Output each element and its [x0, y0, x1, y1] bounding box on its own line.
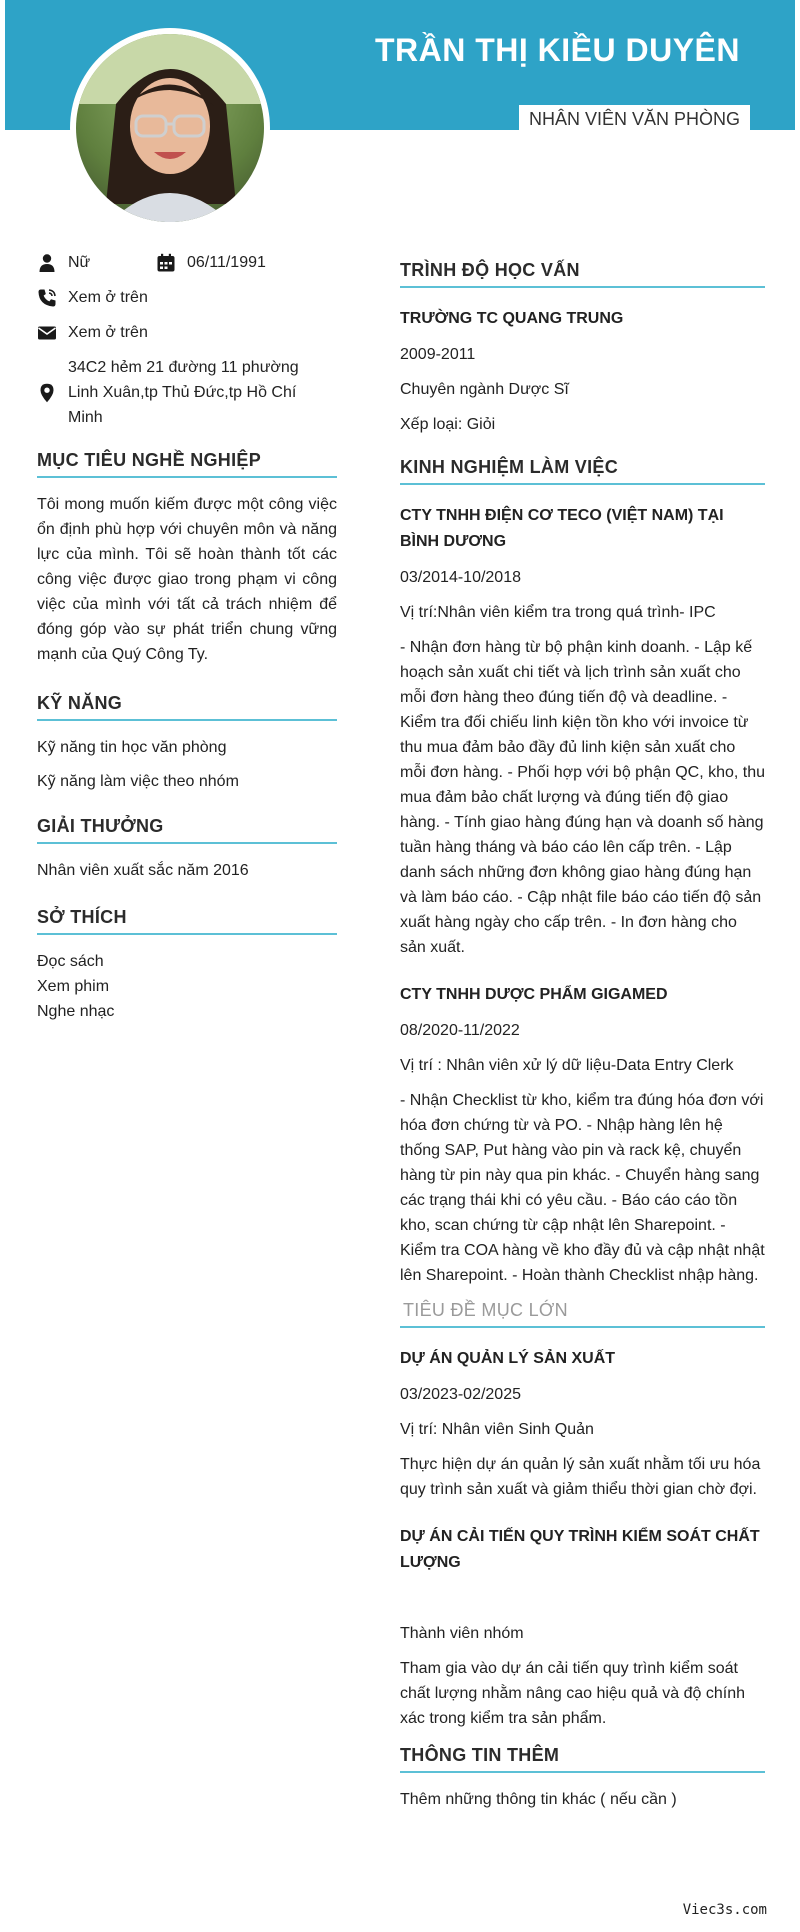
- award-item: Nhân viên xuất sắc năm 2016: [37, 862, 249, 879]
- skill-item: Kỹ năng tin học văn phòng: [37, 739, 227, 756]
- job-company: CTY TNHH DƯỢC PHẨM GIGAMED: [400, 986, 668, 1003]
- projects-title: TIÊU ĐỀ MỤC LỚN: [400, 1300, 765, 1328]
- calendar-icon: [156, 253, 176, 273]
- portrait-illustration: [76, 34, 264, 222]
- project-role: Vị trí: Nhân viên Sinh Quản: [400, 1421, 594, 1438]
- education-major: Chuyên ngành Dược Sĩ: [400, 381, 569, 398]
- project-name: DỰ ÁN CẢI TIẾN QUY TRÌNH KIỂM SOÁT CHẤT LƯỢNG: [400, 1528, 760, 1571]
- extra-title: THÔNG TIN THÊM: [400, 1745, 765, 1773]
- avatar: [70, 28, 270, 228]
- phone-row: [37, 285, 337, 310]
- objective-section: [37, 450, 337, 667]
- hobbies-title: SỞ THÍCH: [37, 907, 337, 935]
- person-icon: [37, 253, 57, 273]
- phone-value: Xem ở trên: [68, 289, 148, 306]
- skills-title: KỸ NĂNG: [37, 693, 337, 721]
- awards-title: GIẢI THƯỞNG: [37, 816, 337, 844]
- gender-value: Nữ: [68, 254, 91, 271]
- objective-title: MỤC TIÊU NGHỀ NGHIỆP: [37, 450, 337, 478]
- extra-section: [400, 1745, 765, 1812]
- gender-birthday-row: [37, 250, 337, 275]
- watermark-text: Viec3s.com: [682, 1902, 767, 1918]
- job-description: - Nhận đơn hàng từ bộ phận kinh doanh. - Lập kế hoạch sản xuất chi tiết và lịch trình sản xuất cho mỗi đơn hàng theo đúng tiến độ và deadline. - Kiểm tra đối chiếu linh kiện tồn kho với invoice từ thu mua đảm bảo đầy đủ linh kiện sản xuất cho mỗi đơn hàng. - Phối hợp với bộ phận QC, kho, thu mua đảm bảo chất lượng và đúng tiến độ giao hàng. - Tính giao hàng đúng hạn và doanh số hàng tuần hàng tháng và báo cáo lên cấp trên. - Lập danh sách những đơn không giao hàng đúng hạn và làm báo cáo. - Cập nhật file báo cáo tiến độ sản xuất hàng ngày cho cấp trên. - In đơn hàng cho sản xuất.: [400, 639, 766, 956]
- job-position: Vị trí:Nhân viên kiểm tra trong quá trình- IPC: [400, 604, 716, 621]
- job-entry: [400, 503, 765, 960]
- hobby-item: Xem phim: [37, 978, 110, 995]
- objective-text: Tôi mong muốn kiếm được một công việc ổn định phù hợp với chuyên môn và năng lực của mình. Tôi sẽ hoàn thành tốt các công việc được giao trong phạm vi công việc của mình với tất cả trách nhiệm để đóng góp vào sự phát triển chung vững mạnh của Quý Công Ty.: [37, 496, 337, 663]
- project-role: Thành viên nhóm: [400, 1625, 524, 1642]
- project-entry: [400, 1524, 765, 1731]
- left-column: [37, 250, 337, 1024]
- project-name: DỰ ÁN QUẢN LÝ SẢN XUẤT: [400, 1350, 616, 1367]
- hobbies-section: [37, 907, 337, 1024]
- projects-section: [400, 1300, 765, 1731]
- education-grade: Xếp loại: Giỏi: [400, 416, 496, 433]
- skills-section: [37, 693, 337, 794]
- education-title: TRÌNH ĐỘ HỌC VẤN: [400, 260, 765, 288]
- job-entry: [400, 982, 765, 1288]
- school-name: TRƯỜNG TC QUANG TRUNG: [400, 310, 624, 327]
- project-description: Tham gia vào dự án cải tiến quy trình kiểm soát chất lượng nhằm nâng cao hiệu quả và độ chính xác trong kiểm tra sản phẩm.: [400, 1660, 745, 1727]
- job-description: - Nhận Checklist từ kho, kiểm tra đúng hóa đơn với hóa đơn chứng từ và PO. - Nhập hàng lên hệ thống SAP, Put hàng vào pin và rack kệ, chuyển hàng từ pin này qua pin khác. - Chuyển hàng sang các trạng thái khi có yêu cầu. - Báo cáo cáo tồn kho, scan chứng từ cập nhật lên Sharepoint. - Kiểm tra COA hàng về kho đầy đủ và cập nhật nhật lên Sharepoint. - Hoàn thành Checklist nhập hàng.: [400, 1092, 765, 1284]
- job-position: Vị trí : Nhân viên xử lý dữ liệu-Data Entry Clerk: [400, 1057, 734, 1074]
- skill-item: Kỹ năng làm việc theo nhóm: [37, 773, 239, 790]
- project-period: 03/2023-02/2025: [400, 1386, 521, 1403]
- extra-text: Thêm những thông tin khác ( nếu cần ): [400, 1791, 677, 1808]
- right-column: [400, 260, 765, 1812]
- envelope-icon: [37, 323, 57, 343]
- job-period: 08/2020-11/2022: [400, 1022, 520, 1039]
- email-value: Xem ở trên: [68, 324, 148, 341]
- job-period: 03/2014-10/2018: [400, 569, 521, 586]
- location-pin-icon: [37, 383, 57, 403]
- birthday-value: 06/11/1991: [187, 254, 266, 271]
- education-years: 2009-2011: [400, 346, 476, 363]
- address-row: [37, 355, 337, 430]
- profile-photo: [76, 34, 264, 222]
- project-period: [400, 1586, 765, 1611]
- experience-title: KINH NGHIỆM LÀM VIỆC: [400, 457, 765, 485]
- education-section: [400, 260, 765, 437]
- awards-section: [37, 816, 337, 883]
- experience-section: [400, 457, 765, 1288]
- candidate-name: TRẦN THỊ KIỀU DUYÊN: [374, 32, 740, 68]
- hobby-item: Nghe nhạc: [37, 1003, 115, 1020]
- job-company: CTY TNHH ĐIỆN CƠ TECO (VIỆT NAM) TẠI BÌNH DƯƠNG: [400, 507, 724, 550]
- phone-icon: [37, 288, 57, 308]
- project-entry: [400, 1346, 765, 1502]
- project-description: Thực hiện dự án quản lý sản xuất nhằm tối ưu hóa quy trình sản xuất và giảm thiểu thời gian chờ đợi.: [400, 1456, 761, 1498]
- hobby-item: Đọc sách: [37, 953, 104, 970]
- email-row: [37, 320, 337, 345]
- address-value: 34C2 hẻm 21 đường 11 phường Linh Xuân,tp Thủ Đức,tp Hồ Chí Minh: [68, 359, 299, 426]
- job-title: NHÂN VIÊN VĂN PHÒNG: [519, 105, 750, 133]
